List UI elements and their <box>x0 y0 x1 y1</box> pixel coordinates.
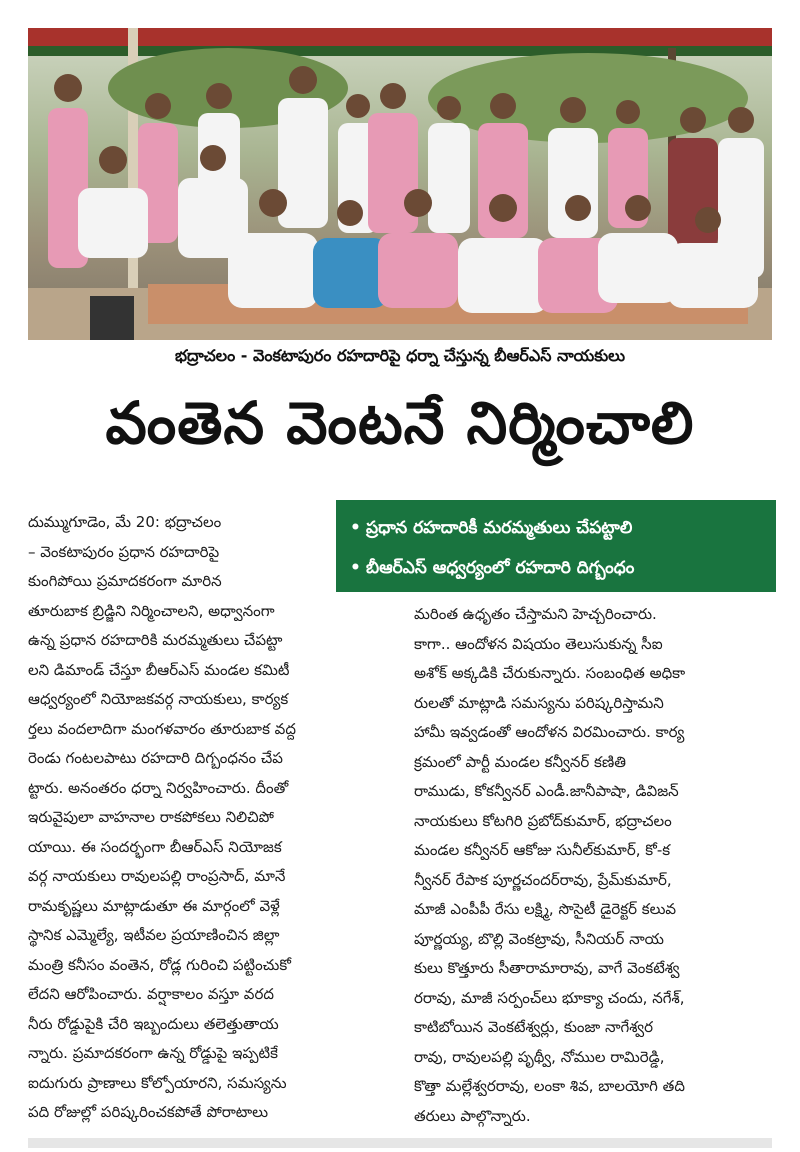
speaker <box>90 296 134 340</box>
article-line: రాముడు, కోకన్వీనర్ ఎండీ.జానీపాషా, డివిజన్ <box>414 782 679 800</box>
article-line: రెండు గంటలపాటు రహదారి దిగ్బంధనం చేప <box>28 749 283 767</box>
bullet-icon: • <box>350 558 361 578</box>
article-line: యాయి. ఈ సందర్భంగా బీఆర్ఎస్ నియోజక <box>28 837 282 856</box>
article-line: ట్టారు. అనంతరం ధర్నా నిర్వహించారు. దీంతో <box>28 778 289 797</box>
photo-caption: భద్రాచలం - వెంకటాపురం రహదారిపై ధర్నా చేస్తున్న బీఆర్ఎస్ నాయకులు <box>174 346 626 365</box>
article-line: నీరు రోడ్డుపైకి చేరి ఇబ్బందులు తలెత్తుతాయ <box>28 1014 279 1033</box>
article-line: పూర్ణయ్య, బొల్లి వెంకట్రావు, సీనియర్ నాయ <box>414 929 664 948</box>
article-line: రరావు, మాజీ సర్పంచ్‌లు భూక్యా చందు, నగేశ్, <box>414 988 685 1007</box>
article-line: ఉన్న ప్రధాన రహదారికి మరమ్మతులు చేపట్టా <box>28 631 283 649</box>
article-line: లని డిమాండ్ చేస్తూ బీఆర్ఎస్ మండల కమిటీ <box>28 660 290 679</box>
article-line: తూరుబాక బ్రిడ్జిని నిర్మించాలని, అధ్వానంగా <box>28 601 275 620</box>
article-line: స్థానిక ఎమ్మెల్యే, ఇటీవల ప్రయాణించిన జిల్లా <box>28 926 280 944</box>
article-line: పది రోజుల్లో పరిష్కరించకపోతే పోరాటాలు <box>28 1103 269 1121</box>
article-line: అశోక్ అక్కడికి చేరుకున్నారు. సంబంధిత అధికా <box>414 664 686 682</box>
article-line: మాజీ ఎంపీపీ రేసు లక్ష్మి, సొసైటీ డైరెక్టర్ కలువ <box>414 900 677 918</box>
article-line: లేదని ఆరోపించారు. వర్షాకాలం వస్తూ వరద <box>28 985 274 1003</box>
article-line: రావు, రావులపల్లి పృథ్వీ, నోముల రామిరెడ్డి, <box>414 1047 665 1066</box>
article-line: దుమ్ముగూడెం, మే 20: భద్రాచలం <box>28 513 222 531</box>
article-line: క్రమంలో పార్టీ మండల కన్వీనర్ కణితి <box>414 752 626 771</box>
protest-photo <box>28 28 772 340</box>
article-line: కులు కొత్తూరు సీతారామారావు, వాగే వెంకటేశ్వ <box>414 959 680 977</box>
article-line: కాగా.. ఆందోళన విషయం తెలుసుకున్న సీఐ <box>414 634 663 653</box>
article-column-right <box>414 600 774 1131</box>
article-line: నాయకులు కోటగిరి ప్రబోద్‌కుమార్, భద్రాచలం <box>414 811 672 830</box>
article-line: కుంగిపోయి ప్రమాదకరంగా మారిన <box>28 572 222 590</box>
highlight-text: బీఆర్ఎస్ ఆధ్వర్యంలో రహదారి దిగ్బంధం <box>366 558 635 578</box>
highlights-box <box>336 500 776 592</box>
article-line: మంత్రి కనీసం వంతెన, రోడ్ల గురించి పట్టించుకో <box>28 955 291 974</box>
article-line: కాటిబోయిన వెంకటేశ్వర్లు, కుంజా నాగేశ్వర <box>414 1018 653 1036</box>
page-footer-bar <box>28 1138 772 1148</box>
article-line: కొత్తా మల్లేశ్వరరావు, లంకా శివ, బాలయోగి తది <box>414 1077 685 1095</box>
article-line: ర్తలు వందలాదిగా మంగళవారం తూరుబాక వద్ద <box>28 719 296 738</box>
bullet-icon: • <box>350 518 361 538</box>
article-line: – వెంకటాపురం ప్రధాన రహదారిపై <box>28 542 220 561</box>
highlight-item <box>350 508 776 548</box>
article-line: ఇరువైపులా వాహనాల రాకపోకలు నిలిచిపో <box>28 808 274 826</box>
article-line: న్వీనర్ రేపాక పూర్ణచందర్‌రావు, ప్రేమ్‌కుమార్, <box>414 870 672 889</box>
article-line: రామకృష్ణలు మాట్లాడుతూ ఈ మార్గంలో వెళ్లే <box>28 896 280 915</box>
highlight-item <box>350 548 776 588</box>
article-line: వర్గ నాయకులు రావులపల్లి రాంప్రసాద్, మానే <box>28 867 286 885</box>
article-line: ఆధ్వర్యంలో నియోజకవర్గ నాయకులు, కార్యక <box>28 690 289 708</box>
article-line: హామీ ఇవ్వడంతో ఆందోళన విరమించారు. కార్య <box>414 723 685 741</box>
headline: వంతెన వెంటనే నిర్మించాలి <box>105 389 695 457</box>
article-line: ఐదుగురు ప్రాణాలు కోల్పోయారని, సమస్యను <box>28 1073 287 1092</box>
article-line: న్నారు. ప్రమాదకరంగా ఉన్న రోడ్డుపై ఇప్పటికే <box>28 1044 278 1062</box>
article-column-left <box>28 508 328 1128</box>
article-line: మండల కన్వీనర్ ఆకోజు సునీల్‌కుమార్, కో-క <box>414 841 671 859</box>
highlight-text: ప్రధాన రహదారికీ మరమ్మతులు చేపట్టాలి <box>366 518 633 538</box>
article-line: తరులు పాల్గొన్నారు. <box>414 1106 531 1125</box>
photo-illustration <box>28 28 772 340</box>
tent-border <box>28 46 772 56</box>
article-line: మరింత ఉధృతం చేస్తామని హెచ్చరించారు. <box>414 605 657 623</box>
article-line: రులతో మాట్లాడి సమస్యను పరిష్కరిస్తామని <box>414 693 664 712</box>
